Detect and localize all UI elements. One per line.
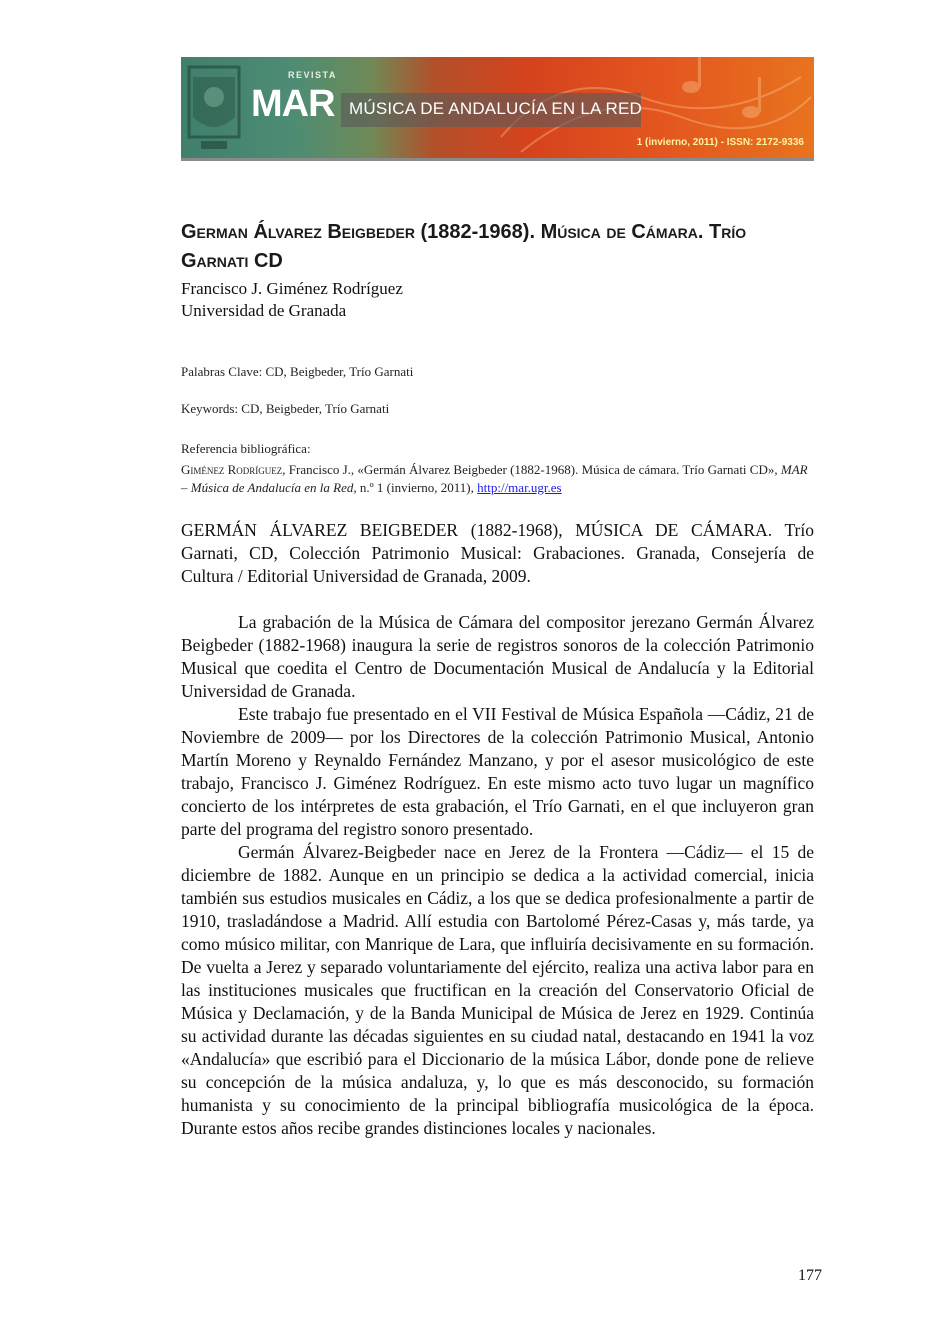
review-lead-citation: GERMÁN ÁLVAREZ BEIGBEDER (1882-1968), MÚSICA DE CÁMARA. Trío Garnati, CD, Colección Patrimonio Musical: Grabaciones. Granada, Consejería de Cultura / Editorial Universidad de Granada, 2009. <box>181 520 814 586</box>
reference-heading: Referencia bibliográfica: <box>181 441 311 456</box>
keywords-spanish: Palabras Clave: CD, Beigbeder, Trío Garnati <box>181 364 414 379</box>
reference-author: Giménez Rodríguez <box>181 462 283 477</box>
article-title: German Álvarez Beigbeder (1882-1968). Música de Cámara. Trío Garnati CD <box>181 221 747 272</box>
article-author: Francisco J. Giménez Rodríguez <box>181 279 403 298</box>
article-affiliation: Universidad de Granada <box>181 301 347 320</box>
body-paragraph: La grabación de la Música de Cámara del compositor jerezano Germán Álvarez Beigbeder (1882-1968) inaugura la serie de registros sonoros de la colección Patrimonio Musical que coedita el Centro de Documentación Musical de Andalucía y la Editorial Universidad de Granada. <box>181 612 814 701</box>
keywords-english: Keywords: CD, Beigbeder, Trío Garnati <box>181 401 390 416</box>
article-body <box>181 611 814 1140</box>
page-number: 177 <box>798 1267 822 1284</box>
reference-journal: MAR – Música de Andalucía en la Red <box>181 462 808 495</box>
body-paragraph: Germán Álvarez-Beigbeder nace en Jerez de la Frontera —Cádiz— el 15 de diciembre de 1882. Aunque en un principio se dedica a la actividad comercial, inicia también sus estudios musicales en Cádiz, a los que se dedica profesionalmente a partir de 1910, trasladándose a Madrid. Allí estudia con Bartolomé Pérez-Casas y, más tarde, ya como músico militar, con Manrique de Lara, que influiría decisivamente en su formación. De vuelta a Jerez y separado voluntariamente del ejército, realiza una activa labor para en las instituciones musicales que fructifican en la creación del Conservatorio Oficial de Música y Declamación, y de la Banda Municipal de Música de Jerez en 1929. Continúa su actividad durante las décadas siguientes en su ciudad natal, destacando en 1941 la voz «Andalucía» que escribió para el Diccionario de la música Lábor, donde pone de relieve su concepción de la música andaluza, y, lo que es más desconocido, su formación humanista y su conocimiento de la principal bibliografía musicológica de la época. Durante estos años recibe grandes distinciones locales y nacionales. <box>181 842 814 1138</box>
body-paragraph: Este trabajo fue presentado en el VII Festival de Música Española —Cádiz, 21 de Noviembre de 2009— por los Directores de la colección Patrimonio Musical, Antonio Martín Moreno y Reynaldo Fernández Manzano, y por el asesor musicológico de este trabajo, Francisco J. Giménez Rodríguez. En este mismo acto tuvo lugar un magnífico concierto de los intérpretes de esta grabación, el Trío Garnati, en el que incluyeron gran parte del programa del registro sonoro presentado. <box>181 704 814 839</box>
coat-of-arms-icon <box>181 57 251 161</box>
banner-subtitle: MÚSICA DE ANDALUCÍA EN LA RED <box>349 99 642 118</box>
banner-logo-text: MAR <box>251 83 335 125</box>
reference-citation <box>181 461 814 497</box>
journal-banner <box>181 57 814 161</box>
banner-issue-issn: 1 (invierno, 2011) - ISSN: 2172-9336 <box>636 137 804 148</box>
banner-revista-label: REVISTA <box>288 70 337 80</box>
reference-link[interactable]: http://mar.ugr.es <box>477 480 562 495</box>
reference-text-1: , Francisco J., «Germán Álvarez Beigbeder (1882-1968). Música de cámara. Trío Garnati CD», <box>282 462 781 477</box>
reference-text-2: , n.º 1 (invierno, 2011), <box>353 480 478 495</box>
